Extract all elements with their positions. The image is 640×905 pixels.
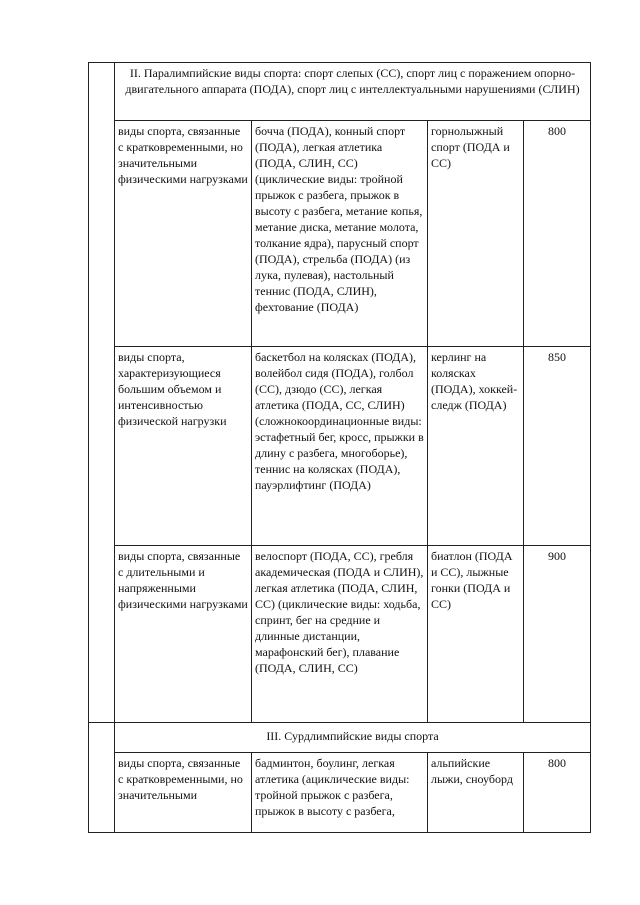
index-cell [89,723,115,833]
winter-sports-cell: горнолыжный спорт (ПОДА и СС) [428,121,524,347]
value-cell: 800 [524,121,591,347]
value-cell: 900 [524,546,591,723]
table-row [89,546,591,723]
winter-sports-cell: керлинг на колясках (ПОДА), хоккей-следж (ПОДА) [428,347,524,546]
summer-sports-cell: бочча (ПОДА), конный спорт (ПОДА), легкая атлетика (ПОДА, СЛИН, СС) (циклические виды: тройной прыжок с разбега, прыжок в высоту с разбега, метание копья, метание диска, метание молота, толкание ядра), парусный спорт (ПОДА), стрельба (ПОДА) (из лука, пулевая), настольный теннис (ПОДА, СЛИН), фехтование (ПОДА) [252,121,428,347]
winter-sports-cell: биатлон (ПОДА и СС), лыжные гонки (ПОДА и СС) [428,546,524,723]
value-cell: 850 [524,347,591,546]
summer-sports-cell: велоспорт (ПОДА, СС), гребля академическая (ПОДА и СЛИН), легкая атлетика (ПОДА, СЛИН, СС) (циклические виды: ходьба, спринт, бег на средние и длинные дистанции, марафонский бег), плавание (ПОДА, СЛИН, СС) [252,546,428,723]
category-cell: виды спорта, связанные с длительными и напряженными физическими нагрузками [115,546,252,723]
summer-sports-cell: баскетбол на колясках (ПОДА), волейбол сидя (ПОДА), голбол (СС), дзюдо (СС), легкая атлетика (ПОДА, СС, СЛИН) (сложнокоординационные виды: эстафетный бег, кросс, прыжки в длину с разбега, многоборье), теннис на колясках (ПОДА), пауэрлифтинг (ПОДА) [252,347,428,546]
category-cell: виды спорта, связанные с кратковременными, но значительными [115,753,252,833]
section-header-row [89,723,591,753]
norms-table [88,62,591,833]
section-header-row [89,63,591,121]
index-cell [89,63,115,723]
table-row [89,121,591,347]
category-cell: виды спорта, характеризующиеся большим объемом и интенсивностью физической нагрузки [115,347,252,546]
summer-sports-cell: бадминтон, боулинг, легкая атлетика (ациклические виды: тройной прыжок с разбега, прыжок в высоту с разбега, [252,753,428,833]
value-cell: 800 [524,753,591,833]
section-3-title: III. Сурдлимпийские виды спорта [115,723,591,753]
table-row [89,753,591,833]
category-cell: виды спорта, связанные с кратковременными, но значительными физическими нагрузками [115,121,252,347]
section-2-title: II. Паралимпийские виды спорта: спорт слепых (СС), спорт лиц с поражением опорно-двигательного аппарата (ПОДА), спорт лиц с интеллектуальными нарушениями (СЛИН) [115,63,591,121]
table-row [89,347,591,546]
winter-sports-cell: альпийские лыжи, сноуборд [428,753,524,833]
